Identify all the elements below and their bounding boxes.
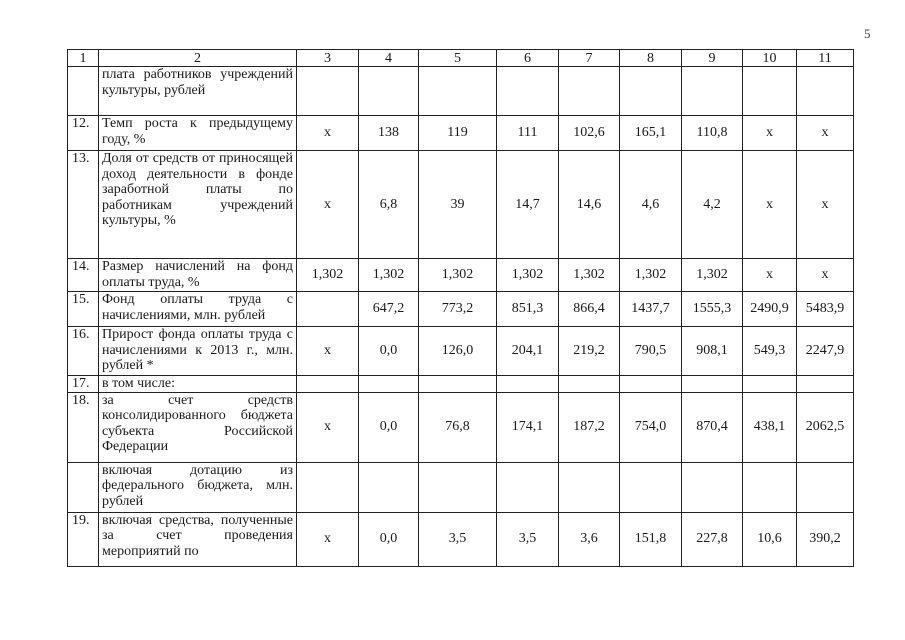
value-cell: 773,2 bbox=[419, 292, 497, 327]
table-row bbox=[68, 292, 854, 327]
value-cell bbox=[682, 67, 743, 116]
table-row bbox=[68, 116, 854, 151]
value-cell bbox=[743, 462, 797, 512]
value-cell: 4,6 bbox=[620, 151, 682, 259]
row-label: Доля от средств от приносящей доход деятельности в фонде заработной платы по работникам учреждений культуры, % bbox=[99, 151, 297, 259]
value-cell: 1,302 bbox=[559, 259, 620, 292]
value-cell: 1,302 bbox=[497, 259, 559, 292]
value-cell bbox=[559, 462, 620, 512]
value-cell: х bbox=[797, 116, 854, 151]
row-number bbox=[68, 462, 99, 512]
value-cell bbox=[559, 67, 620, 116]
row-number: 19. bbox=[68, 512, 99, 566]
value-cell: 1,302 bbox=[359, 259, 419, 292]
header-cell: 8 bbox=[620, 50, 682, 67]
value-cell bbox=[797, 67, 854, 116]
value-cell bbox=[682, 376, 743, 393]
value-cell: х bbox=[743, 151, 797, 259]
value-cell: 126,0 bbox=[419, 327, 497, 376]
value-cell bbox=[497, 462, 559, 512]
value-cell: 102,6 bbox=[559, 116, 620, 151]
value-cell bbox=[682, 462, 743, 512]
row-number: 18. bbox=[68, 392, 99, 462]
value-cell: 390,2 bbox=[797, 512, 854, 566]
data-table bbox=[67, 49, 854, 567]
value-cell: 14,7 bbox=[497, 151, 559, 259]
value-cell: 10,6 bbox=[743, 512, 797, 566]
value-cell bbox=[419, 376, 497, 393]
row-label: плата работников учреждений культуры, рублей bbox=[99, 67, 297, 116]
value-cell: 0,0 bbox=[359, 392, 419, 462]
value-cell: 76,8 bbox=[419, 392, 497, 462]
value-cell bbox=[620, 376, 682, 393]
table-row bbox=[68, 462, 854, 512]
row-number: 15. bbox=[68, 292, 99, 327]
value-cell bbox=[359, 376, 419, 393]
value-cell: 866,4 bbox=[559, 292, 620, 327]
value-cell: 851,3 bbox=[497, 292, 559, 327]
value-cell: 870,4 bbox=[682, 392, 743, 462]
value-cell: 0,0 bbox=[359, 512, 419, 566]
value-cell bbox=[359, 462, 419, 512]
value-cell: 1,302 bbox=[297, 259, 359, 292]
value-cell bbox=[497, 67, 559, 116]
value-cell: х bbox=[797, 259, 854, 292]
header-cell: 2 bbox=[99, 50, 297, 67]
value-cell bbox=[297, 67, 359, 116]
value-cell bbox=[620, 462, 682, 512]
table-row bbox=[68, 512, 854, 566]
table-row bbox=[68, 151, 854, 259]
value-cell: 219,2 bbox=[559, 327, 620, 376]
value-cell: х bbox=[743, 116, 797, 151]
value-cell: 151,8 bbox=[620, 512, 682, 566]
value-cell: 111 bbox=[497, 116, 559, 151]
value-cell: х bbox=[297, 116, 359, 151]
row-number: 17. bbox=[68, 376, 99, 393]
value-cell: 1,302 bbox=[620, 259, 682, 292]
row-label: Размер начислений на фонд оплаты труда, % bbox=[99, 259, 297, 292]
header-row bbox=[68, 50, 854, 67]
value-cell: 1,302 bbox=[419, 259, 497, 292]
value-cell bbox=[743, 67, 797, 116]
value-cell: 119 bbox=[419, 116, 497, 151]
value-cell: х bbox=[297, 151, 359, 259]
table-row bbox=[68, 376, 854, 393]
value-cell bbox=[743, 376, 797, 393]
row-number: 12. bbox=[68, 116, 99, 151]
value-cell: 1,302 bbox=[682, 259, 743, 292]
table-row bbox=[68, 392, 854, 462]
table-row bbox=[68, 67, 854, 116]
row-label: Прирост фонда оплаты труда с начислениями к 2013 г., млн. рублей * bbox=[99, 327, 297, 376]
value-cell bbox=[559, 376, 620, 393]
value-cell bbox=[797, 376, 854, 393]
row-number: 13. bbox=[68, 151, 99, 259]
value-cell: 549,3 bbox=[743, 327, 797, 376]
value-cell: 227,8 bbox=[682, 512, 743, 566]
value-cell bbox=[359, 67, 419, 116]
value-cell: 790,5 bbox=[620, 327, 682, 376]
value-cell bbox=[419, 462, 497, 512]
value-cell: 3,5 bbox=[419, 512, 497, 566]
header-cell: 1 bbox=[68, 50, 99, 67]
value-cell: 110,8 bbox=[682, 116, 743, 151]
row-number: 16. bbox=[68, 327, 99, 376]
value-cell bbox=[297, 292, 359, 327]
header-cell: 10 bbox=[743, 50, 797, 67]
value-cell: 3,5 bbox=[497, 512, 559, 566]
header-cell: 3 bbox=[297, 50, 359, 67]
value-cell: 4,2 bbox=[682, 151, 743, 259]
header-cell: 6 bbox=[497, 50, 559, 67]
row-number: 14. bbox=[68, 259, 99, 292]
row-label: Темп роста к предыдущему году, % bbox=[99, 116, 297, 151]
value-cell: 1555,3 bbox=[682, 292, 743, 327]
value-cell: 3,6 bbox=[559, 512, 620, 566]
value-cell: 5483,9 bbox=[797, 292, 854, 327]
value-cell: 908,1 bbox=[682, 327, 743, 376]
value-cell bbox=[297, 376, 359, 393]
value-cell: 14,6 bbox=[559, 151, 620, 259]
row-label: за счет средств консолидированного бюджета субъекта Российской Федерации bbox=[99, 392, 297, 462]
value-cell: 1437,7 bbox=[620, 292, 682, 327]
value-cell: 2247,9 bbox=[797, 327, 854, 376]
value-cell: 165,1 bbox=[620, 116, 682, 151]
table-row bbox=[68, 327, 854, 376]
header-cell: 4 bbox=[359, 50, 419, 67]
row-number bbox=[68, 67, 99, 116]
value-cell: 187,2 bbox=[559, 392, 620, 462]
value-cell: 174,1 bbox=[497, 392, 559, 462]
value-cell bbox=[297, 462, 359, 512]
value-cell: 754,0 bbox=[620, 392, 682, 462]
value-cell: х bbox=[797, 151, 854, 259]
row-label: Фонд оплаты труда с начислениями, млн. рублей bbox=[99, 292, 297, 327]
value-cell: 138 bbox=[359, 116, 419, 151]
value-cell: 438,1 bbox=[743, 392, 797, 462]
value-cell: х bbox=[297, 392, 359, 462]
header-cell: 11 bbox=[797, 50, 854, 67]
value-cell bbox=[797, 462, 854, 512]
header-cell: 5 bbox=[419, 50, 497, 67]
value-cell: 6,8 bbox=[359, 151, 419, 259]
value-cell: 2062,5 bbox=[797, 392, 854, 462]
value-cell: х bbox=[743, 259, 797, 292]
row-label: в том числе: bbox=[99, 376, 297, 393]
row-label: включая дотацию из федерального бюджета, млн. рублей bbox=[99, 462, 297, 512]
value-cell: 2490,9 bbox=[743, 292, 797, 327]
row-label: включая средства, полученные за счет проведения мероприятий по bbox=[99, 512, 297, 566]
value-cell: 647,2 bbox=[359, 292, 419, 327]
value-cell: 0,0 bbox=[359, 327, 419, 376]
value-cell: 204,1 bbox=[497, 327, 559, 376]
value-cell bbox=[620, 67, 682, 116]
table-row bbox=[68, 259, 854, 292]
header-cell: 7 bbox=[559, 50, 620, 67]
header-cell: 9 bbox=[682, 50, 743, 67]
value-cell: х bbox=[297, 512, 359, 566]
value-cell: 39 bbox=[419, 151, 497, 259]
page-number: 5 bbox=[864, 26, 871, 41]
value-cell bbox=[419, 67, 497, 116]
value-cell: х bbox=[297, 327, 359, 376]
value-cell bbox=[497, 376, 559, 393]
